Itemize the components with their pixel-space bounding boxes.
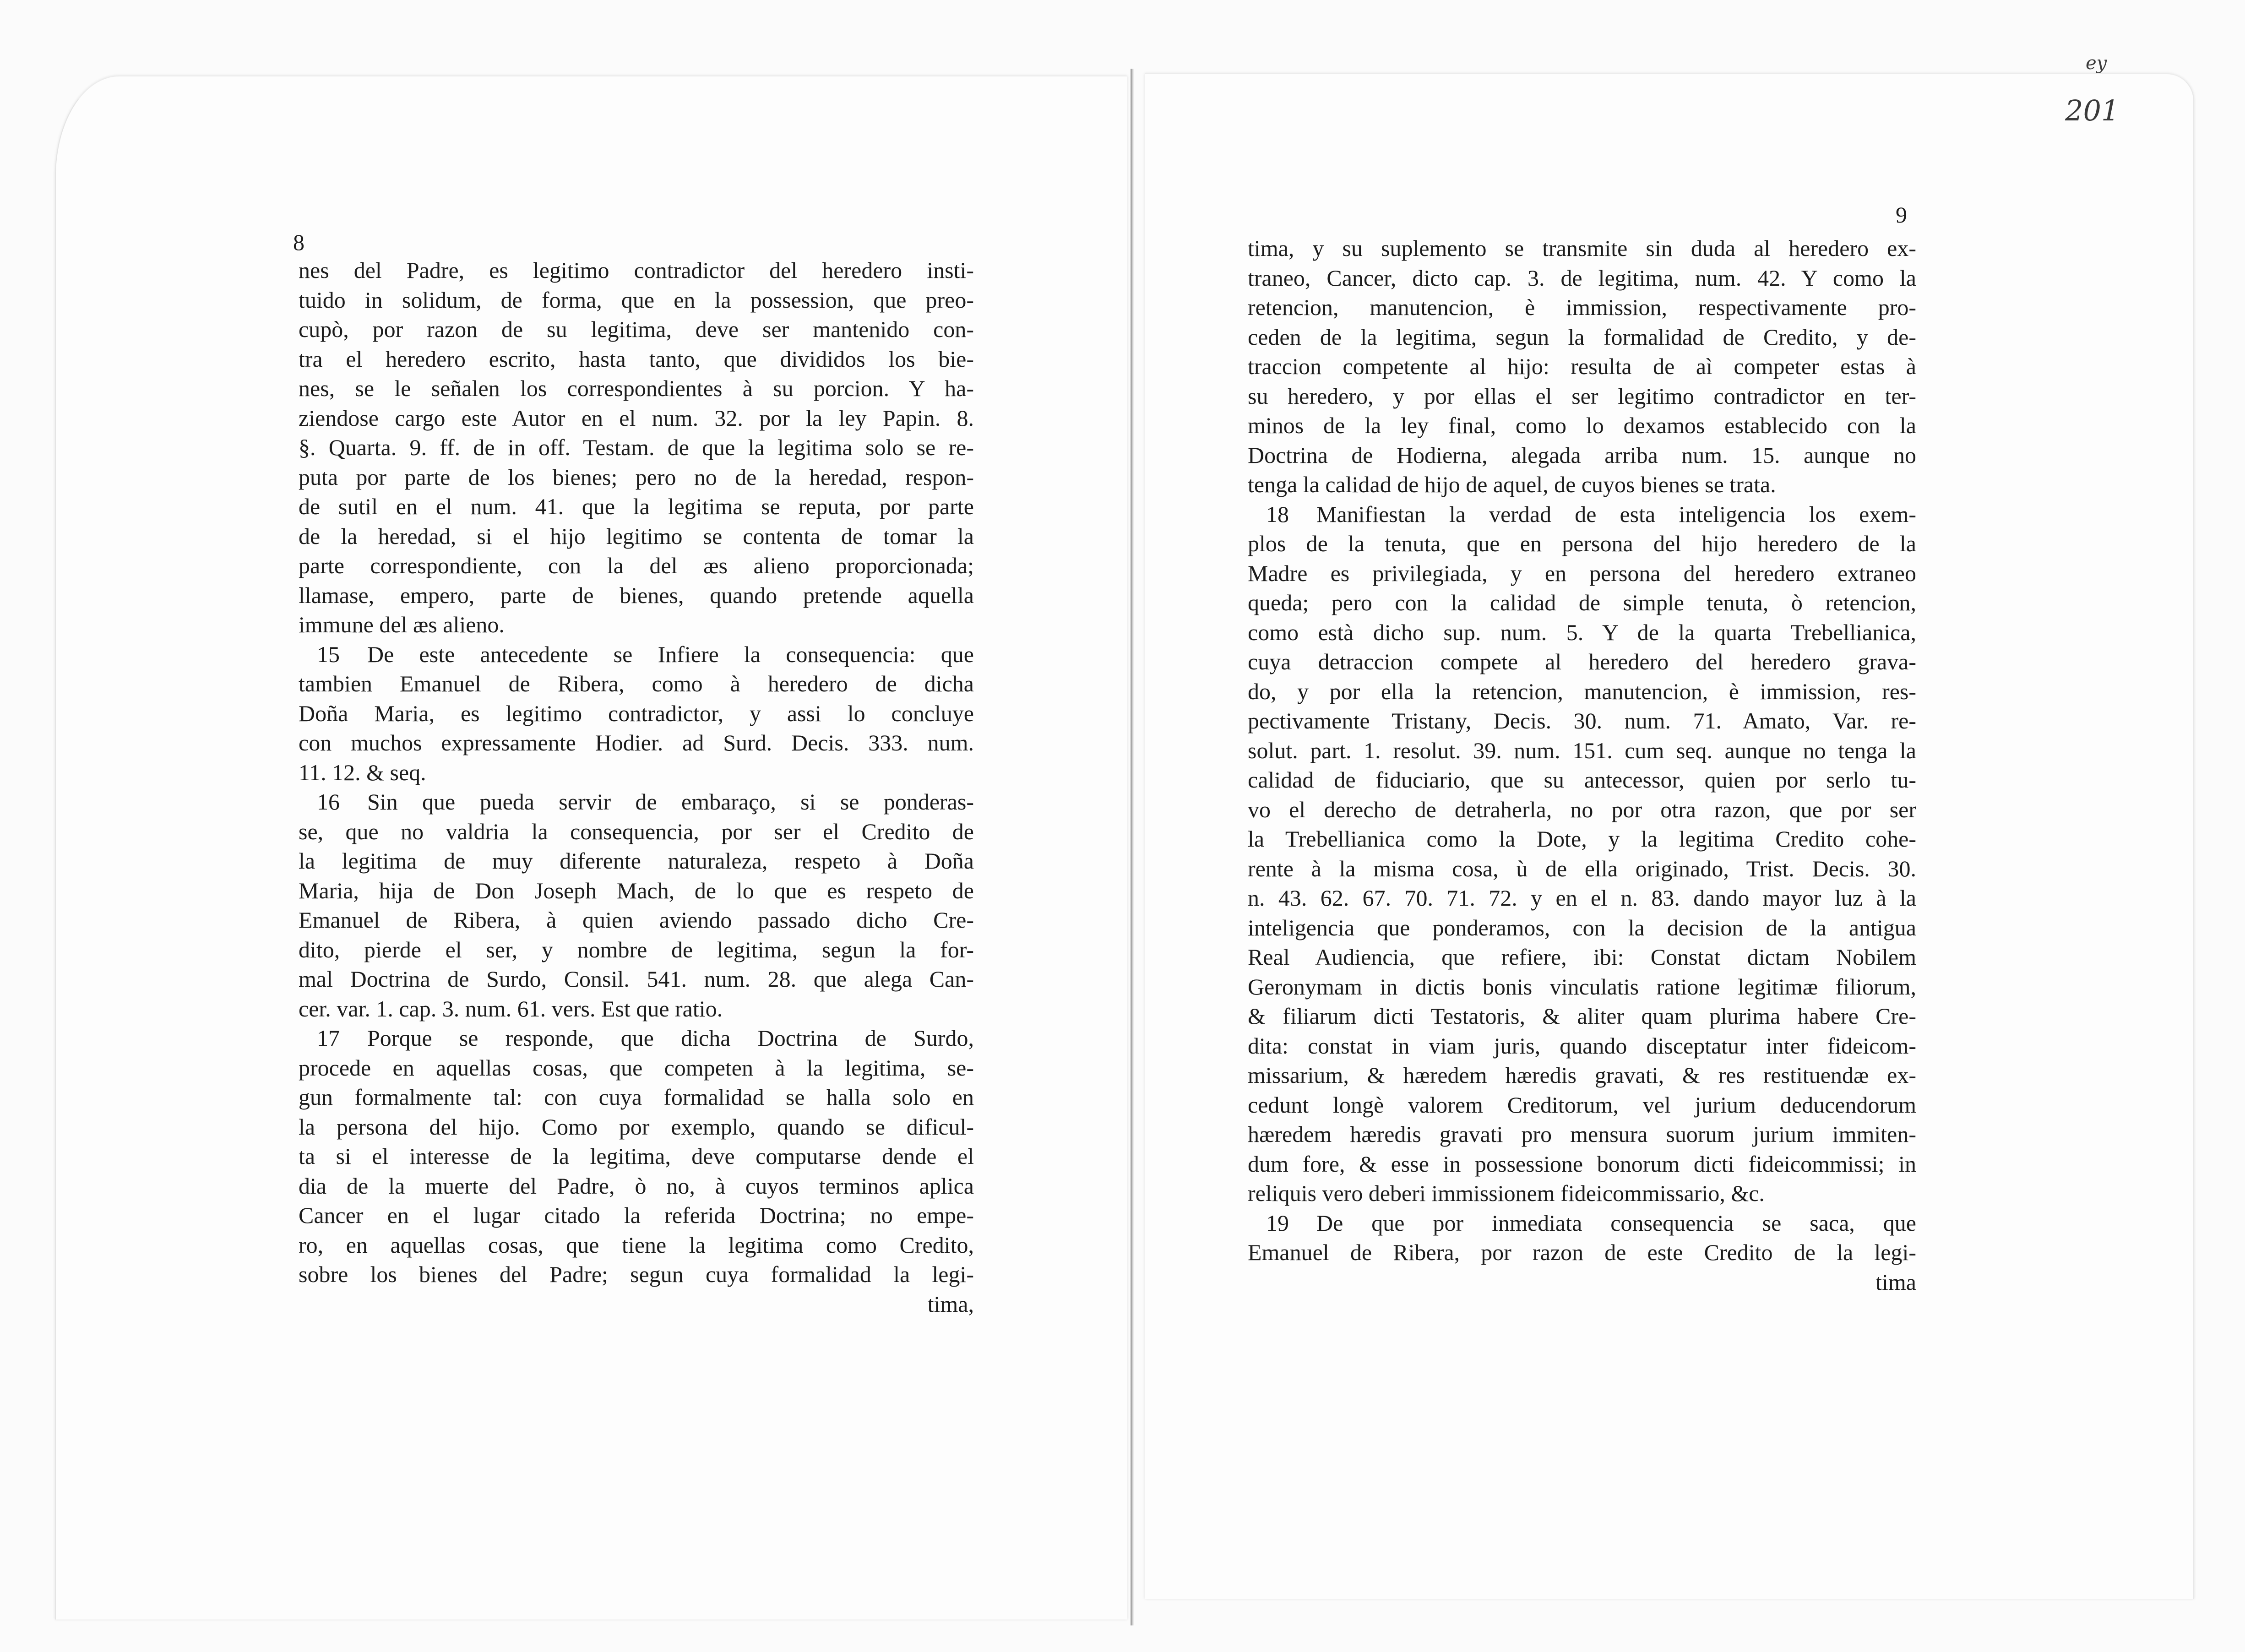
text-line: cuya detraccion compete al heredero del heredero grava- [1248, 649, 1916, 674]
text-line: cedunt longè valorem Creditorum, vel jurium deducendorum [1248, 1092, 1916, 1118]
text-line: tra el heredero escrito, hasta tanto, que divididos los bie- [299, 346, 974, 372]
text-line: reliquis vero deberi immissionem fideicommissario, &c. [1248, 1180, 1765, 1206]
text-line: calidad de fiduciario, que su antecessor, quien por serlo tu- [1248, 767, 1916, 793]
paragraph-number: 15 [317, 641, 340, 667]
paragraph-number: 18 [1266, 501, 1289, 527]
handwritten-folio-number: 201 [2065, 94, 2120, 127]
text-line: ziendose cargo este Autor en el num. 32. por la ley Papin. 8. [299, 405, 974, 431]
text-line: hæredem hæredis gravati pro mensura suorum jurium immiten- [1248, 1121, 1916, 1147]
text-line: plos de la tenuta, que en persona del hijo heredero de la [1248, 531, 1916, 556]
text-line: vo el derecho de detraherla, no por otra razon, que por ser [1248, 796, 1916, 822]
text-line: mal Doctrina de Surdo, Consil. 541. num. 28. que alega Can- [299, 966, 974, 992]
paragraph-number: 17 [317, 1025, 340, 1051]
text-line: traneo, Cancer, dicto cap. 3. de legitima, num. 42. Y como la [1248, 265, 1916, 291]
text-line: minos de la ley final, como lo dexamos establecido con la [1248, 413, 1916, 438]
text-line: puta por parte de los bienes; pero no de la heredad, respon- [299, 464, 974, 490]
text-line: Doctrina de Hodierna, alegada arriba num. 15. aunque no [1248, 442, 1916, 468]
text-line: dita: constat in viam juris, quando disceptatur inter fideicom- [1248, 1032, 1916, 1059]
text-line: gun formalmente tal: con cuya formalidad se halla solo en [299, 1084, 974, 1110]
text-line: 17 Porque se responde, que dicha Doctrina de Surdo, [299, 1023, 974, 1053]
text-line: tuido in solidum, de forma, que en la possession, que preo- [299, 287, 974, 313]
text-line: 15 De este antecedente se Infiere la consequencia: que [299, 640, 974, 669]
page-number-left: 8 [293, 229, 304, 255]
text-line: cer. var. 1. cap. 3. num. 61. vers. Est que ratio. [299, 995, 723, 1022]
right-page-text [1248, 234, 1916, 1297]
text-line: ceden de la legitima, segun la formalidad de Credito, y de- [1248, 324, 1916, 350]
text-line: como està dicho sup. num. 5. Y de la quarta Trebellianica, [1248, 619, 1916, 645]
text-line: Cancer en el lugar citado la referida Doctrina; no empe- [299, 1202, 974, 1228]
text-line: Emanuel de Ribera, por razon de este Credito de la legi- [1248, 1239, 1916, 1265]
text-line: do, y por ella la retencion, manutencion, è immission, res- [1248, 678, 1916, 704]
text-line: 11. 12. & seq. [299, 759, 426, 785]
text-line: se, que no valdria la consequencia, por ser el Credito de [299, 818, 974, 844]
text-line: 18 Manifiestan la verdad de esta inteligencia los exem- [1248, 500, 1916, 529]
text-line: §. Quarta. 9. ff. de in off. Testam. de que la legitima solo se re- [299, 435, 974, 460]
text-line: nes, se le señalen los correspondientes à su porcion. Y ha- [299, 375, 974, 401]
text-line: tenga la calidad de hijo de aquel, de cuyos bienes se trata. [1248, 472, 1776, 497]
text-line: sobre los bienes del Padre; segun cuya formalidad la legi- [299, 1261, 974, 1287]
text-line: llamase, empero, parte de bienes, quando pretende aquella [299, 582, 974, 608]
text-line: de la heredad, si el hijo legitimo se contenta de tomar la [299, 523, 974, 549]
text-line: Maria, hija de Don Joseph Mach, de lo que es respeto de [299, 877, 974, 903]
text-line: tima, [927, 1291, 974, 1317]
left-page-text [299, 255, 974, 1319]
text-line: Emanuel de Ribera, à quien aviendo passado dicho Cre- [299, 907, 974, 933]
text-line: Real Audiencia, que refiere, ibi: Constat dictam Nobilem [1248, 944, 1916, 970]
text-line: su heredero, y por ellas el ser legitimo contradictor en ter- [1248, 383, 1916, 409]
text-line: parte correspondiente, con la del æs alieno proporcionada; [299, 553, 974, 578]
text-line: dito, pierde el ser, y nombre de legitima, segun la for- [299, 936, 974, 962]
book-spine [1130, 69, 1134, 1625]
paragraph-number: 16 [317, 789, 340, 815]
text-line: 19 De que por inmediata consequencia se saca, que [1248, 1208, 1916, 1238]
text-line: traccion competente al hijo: resulta de aì competer estas à [1248, 353, 1916, 379]
text-line: solut. part. 1. resolut. 39. num. 151. cum seq. aunque no tenga la [1248, 737, 1916, 763]
handwritten-mark: ey [2086, 53, 2107, 74]
text-line: procede en aquellas cosas, que competen à la legitima, se- [299, 1054, 974, 1081]
text-line: Doña Maria, es legitimo contradictor, y assi lo concluye [299, 700, 974, 726]
text-line: la Trebellianica como la Dote, y la legitima Credito cohe- [1248, 826, 1916, 852]
text-line: Geronymam in dictis bonis vinculatis ratione legitimæ filiorum, [1248, 973, 1916, 1000]
text-line: tambien Emanuel de Ribera, como à heredero de dicha [299, 671, 974, 696]
text-line: dia de la muerte del Padre, ò no, à cuyos terminos aplica [299, 1173, 974, 1199]
text-line: pectivamente Tristany, Decis. 30. num. 71. Amato, Var. re- [1248, 708, 1916, 734]
text-line: la legitima de muy diferente naturaleza, respeto à Doña [299, 848, 974, 874]
text-line: dum fore, & esse in possessione bonorum dicti fideicommissi; in [1248, 1151, 1916, 1177]
text-line: missarium, & hæredem hæredis gravati, & res restituendæ ex- [1248, 1062, 1916, 1088]
text-line: Madre es privilegiada, y en persona del heredero extraneo [1248, 560, 1916, 586]
text-line: immune del æs alieno. [299, 612, 505, 637]
text-line: de sutil en el num. 41. que la legitima se reputa, por parte [299, 494, 974, 519]
text-line: tima [1875, 1269, 1916, 1295]
text-line: la persona del hijo. Como por exemplo, quando se dificul- [299, 1114, 974, 1140]
text-line: con muchos expressamente Hodier. ad Surd. Decis. 333. num. [299, 730, 974, 755]
text-line: retencion, manutencion, è immission, respectivamente pro- [1248, 294, 1916, 320]
text-line: n. 43. 62. 67. 70. 71. 72. y en el n. 83. dando mayor luz à la [1248, 885, 1916, 911]
text-line: queda; pero con la calidad de simple tenuta, ò retencion, [1248, 590, 1916, 615]
text-line: inteligencia que ponderamos, con la decision de la antigua [1248, 914, 1916, 940]
text-line: tima, y su suplemento se transmite sin duda al heredero ex- [1248, 235, 1916, 261]
paragraph-number: 19 [1266, 1210, 1289, 1236]
text-line: ro, en aquellas cosas, que tiene la legitima como Credito, [299, 1232, 974, 1258]
text-line: ta si el interesse de la legitima, deve computarse dende el [299, 1143, 974, 1169]
text-line: nes del Padre, es legitimo contradictor del heredero insti- [299, 257, 974, 283]
text-line: rente à la misma cosa, ù de ella originado, Trist. Decis. 30. [1248, 855, 1916, 881]
page-number-right: 9 [1896, 202, 1907, 228]
text-line: cupò, por razon de su legitima, deve ser mantenido con- [299, 316, 974, 342]
text-line: & filiarum dicti Testatoris, & aliter quam plurima habere Cre- [1248, 1003, 1916, 1029]
text-line: 16 Sin que pueda servir de embaraço, si se ponderas- [299, 787, 974, 817]
